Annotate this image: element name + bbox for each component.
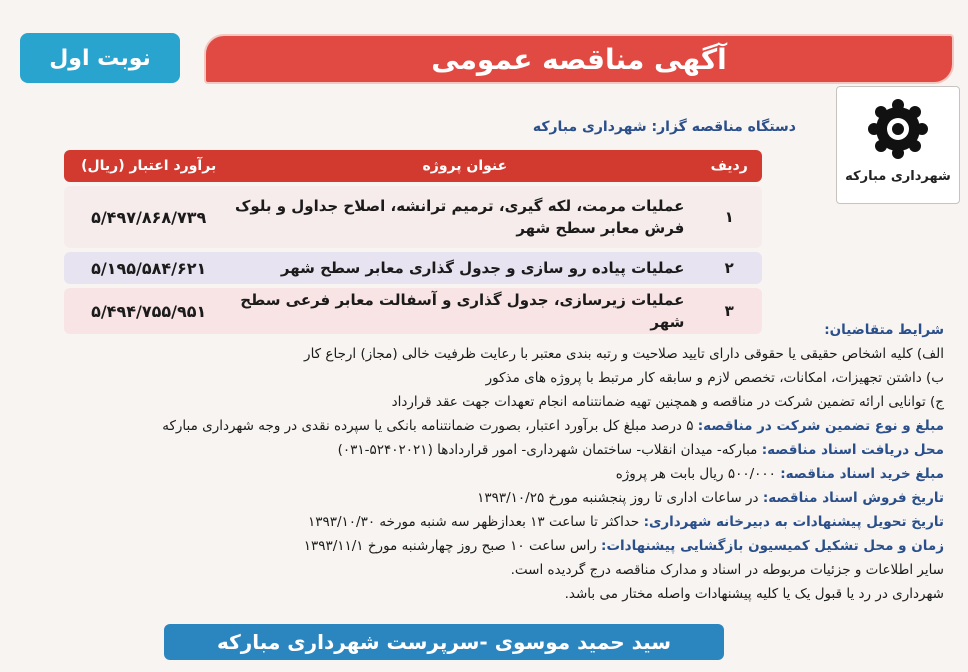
organizer-value: شهرداری مبارکه xyxy=(532,119,647,135)
delivery-text: حداکثر تا ساعت ۱۳ بعدازظهر سه شنبه مورخه ۱۳۹۳/۱۰/۳۰ xyxy=(307,514,640,530)
sale-date-text: در ساعات اداری تا روز پنجشنبه مورخ ۱۳۹۳/۱۰/۲۵ xyxy=(477,490,759,506)
header-amount: برآورد اعتبار (ریال) xyxy=(64,150,233,182)
condition-a: الف) کلیه اشخاص حقیقی یا حقوقی دارای تایید صلاحیت و رتبه بندی معتبر با رعایت ظرفیت خالی (مجاز) ارجاع کار xyxy=(304,346,944,362)
organizer-line xyxy=(533,119,796,135)
docs-price-label: مبلغ خرید اسناد مناقصه: xyxy=(780,466,944,482)
signature-banner xyxy=(164,624,724,660)
guarantee-line xyxy=(64,414,944,438)
row-index: ۳ xyxy=(696,288,762,334)
organizer-label: دستگاه مناقصه گزار: xyxy=(651,119,796,135)
conditions-heading: شرایط متقاضیان: xyxy=(824,322,944,338)
signature-text: سید حمید موسوی -سرپرست شهرداری مبارکه xyxy=(217,630,672,654)
conditions-section xyxy=(64,318,944,606)
row-amount: ۵/۱۹۵/۵۸۴/۶۲۱ xyxy=(64,252,233,284)
gear-emblem-icon xyxy=(866,97,930,161)
note-line-2: شهرداری در رد یا قبول یک یا کلیه پیشنهادات واصله مختار می باشد. xyxy=(564,586,944,602)
row-index: ۱ xyxy=(696,186,762,248)
notice-title: آگهی مناقصه عمومی xyxy=(431,42,727,76)
opening-text: راس ساعت ۱۰ صبح روز چهارشنبه مورخ ۱۳۹۳/۱۱/۱ xyxy=(303,538,597,554)
docs-place-line xyxy=(64,438,944,462)
projects-table xyxy=(64,146,762,338)
guarantee-label: مبلغ و نوع تضمین شرکت در مناقصه: xyxy=(697,418,944,434)
row-amount: ۵/۴۹۷/۸۶۸/۷۳۹ xyxy=(64,186,233,248)
delivery-label: تاریخ تحویل پیشنهادات به دبیرخانه شهرداری: xyxy=(643,514,944,530)
sale-date-label: تاریخ فروش اسناد مناقصه: xyxy=(762,490,944,506)
docs-place-text: مبارکه- میدان انقلاب- ساختمان شهرداری- امور قراردادها (۵۲۴۰۲۰۲۱-۰۳۱) xyxy=(337,442,758,458)
docs-price-text: ۵۰۰/۰۰۰ ریال بابت هر پروژه xyxy=(615,466,776,482)
delivery-line xyxy=(64,510,944,534)
opening-line xyxy=(64,534,944,558)
header-title: عنوان پروژه xyxy=(233,150,696,182)
row-index: ۲ xyxy=(696,252,762,284)
logo-caption: شهرداری مبارکه xyxy=(845,169,951,184)
table-row xyxy=(64,186,762,248)
row-title: عملیات پیاده رو سازی و جدول گذاری معابر سطح شهر xyxy=(233,252,696,284)
docs-price-line xyxy=(64,462,944,486)
note-line-1: سایر اطلاعات و جزئیات مربوطه در اسناد و مدارک مناقصه درج گردیده است. xyxy=(510,562,944,578)
table-row xyxy=(64,252,762,284)
logo-box xyxy=(836,86,960,204)
sale-date-line xyxy=(64,486,944,510)
row-amount: ۵/۴۹۴/۷۵۵/۹۵۱ xyxy=(64,288,233,334)
row-title: عملیات زیرسازی، جدول گذاری و آسفالت معابر فرعی سطح شهر xyxy=(233,288,696,334)
header-index: ردیف xyxy=(696,150,762,182)
docs-place-label: محل دریافت اسناد مناقصه: xyxy=(761,442,944,458)
notice-title-banner xyxy=(204,34,954,84)
guarantee-text: ۵ درصد مبلغ کل برآورد اعتبار، بصورت ضمانتنامه بانکی یا سپرده نقدی در وجه شهرداری مبارکه xyxy=(162,418,694,434)
row-title: عملیات مرمت، لکه گیری، ترمیم ترانشه، اصلاح جداول و بلوک فرش معابر سطح شهر xyxy=(233,186,696,248)
opening-label: زمان و محل تشکیل کمیسیون بازگشایی پیشنهادات: xyxy=(601,538,944,554)
condition-c: ج) توانایی ارائه تضمین شرکت در مناقصه و همچنین تهیه ضمانتنامه انجام تعهدات جهت عقد قرارداد xyxy=(391,394,944,410)
round-badge xyxy=(20,33,180,83)
table-header-row xyxy=(64,150,762,182)
condition-b: ب) داشتن تجهیزات، امکانات، تخصص لازم و سابقه کار مرتبط با پروژه های مذکور xyxy=(485,370,944,386)
round-label: نوبت اول xyxy=(49,45,151,71)
